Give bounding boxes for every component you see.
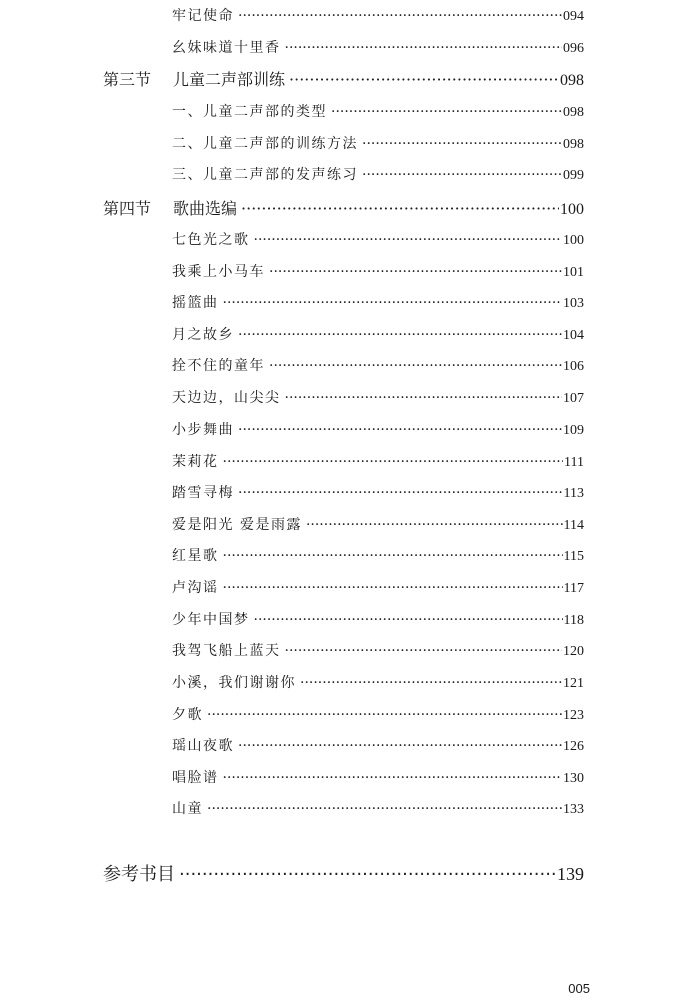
toc-entry[interactable] bbox=[172, 37, 584, 57]
dot-leader bbox=[207, 801, 562, 817]
toc-entry[interactable] bbox=[172, 798, 584, 818]
toc-entry-page: 107 bbox=[563, 391, 584, 406]
toc-entry-title: 茉莉花 bbox=[172, 454, 219, 470]
toc-section-3[interactable] bbox=[103, 67, 584, 90]
toc-entry[interactable] bbox=[172, 5, 584, 25]
dot-leader bbox=[223, 580, 563, 596]
toc-entry-page: 104 bbox=[563, 328, 584, 343]
toc-entry-page: 096 bbox=[563, 41, 584, 56]
section-title: 歌曲选编 bbox=[173, 199, 238, 218]
toc-entry-title: 七色光之歌 bbox=[172, 232, 250, 248]
toc-entry-page: 103 bbox=[563, 296, 584, 311]
toc-entry-title: 牢记使命 bbox=[172, 8, 234, 24]
toc-entry[interactable] bbox=[172, 387, 584, 407]
dot-leader bbox=[362, 167, 562, 183]
toc-entry-page: 120 bbox=[563, 644, 584, 659]
toc-entry[interactable] bbox=[172, 704, 584, 724]
toc-bibliography[interactable] bbox=[103, 860, 584, 886]
toc-entry-page: 121 bbox=[563, 676, 584, 691]
dot-leader bbox=[223, 454, 564, 470]
dot-leader bbox=[179, 864, 556, 885]
page-number: 005 bbox=[568, 981, 590, 996]
toc-entry[interactable] bbox=[172, 229, 584, 249]
section-page: 098 bbox=[560, 72, 584, 89]
dot-leader bbox=[223, 770, 563, 786]
toc-entry-page: 114 bbox=[563, 518, 584, 533]
toc-entry[interactable] bbox=[172, 101, 584, 121]
toc-entry-title: 小步舞曲 bbox=[172, 422, 234, 438]
toc-entry-page: 106 bbox=[563, 359, 584, 374]
toc-entry[interactable] bbox=[172, 640, 584, 660]
toc-entry[interactable] bbox=[172, 767, 584, 787]
toc-entry[interactable] bbox=[172, 672, 584, 692]
toc-entry-page: 118 bbox=[563, 613, 584, 628]
section-prefix: 第四节 bbox=[103, 199, 152, 218]
toc-entry-title: 瑶山夜歌 bbox=[172, 738, 234, 754]
toc-entry-page: 109 bbox=[563, 423, 584, 438]
toc-section-4[interactable] bbox=[103, 196, 584, 219]
dot-leader bbox=[207, 707, 562, 723]
toc-entry-title: 一、儿童二声部的类型 bbox=[172, 104, 327, 120]
toc-entry[interactable] bbox=[172, 292, 584, 312]
toc-entry-page: 099 bbox=[563, 168, 584, 183]
toc-entry-title: 山童 bbox=[172, 801, 203, 817]
toc-entry-page: 130 bbox=[563, 771, 584, 786]
section-page: 100 bbox=[560, 201, 584, 218]
dot-leader bbox=[254, 232, 563, 248]
dot-leader bbox=[331, 104, 562, 120]
toc-entry-page: 098 bbox=[563, 105, 584, 120]
dot-leader bbox=[238, 8, 562, 24]
toc-entry-title: 红星歌 bbox=[172, 548, 219, 564]
toc-entry-title: 三、儿童二声部的发声练习 bbox=[172, 167, 358, 183]
dot-leader bbox=[362, 136, 562, 152]
bibliography-page: 139 bbox=[557, 864, 584, 884]
toc-entry-title: 踏雪寻梅 bbox=[172, 485, 234, 501]
section-title: 儿童二声部训练 bbox=[173, 70, 286, 89]
toc-entry[interactable] bbox=[172, 164, 584, 184]
toc-entry[interactable] bbox=[172, 324, 584, 344]
toc-entry-page: 133 bbox=[563, 802, 584, 817]
toc-entry[interactable] bbox=[172, 261, 584, 281]
toc-entry-page: 100 bbox=[563, 233, 584, 248]
toc-entry-title: 摇篮曲 bbox=[172, 295, 219, 311]
bibliography-title: 参考书目 bbox=[103, 864, 175, 885]
toc-entry[interactable] bbox=[172, 545, 584, 565]
dot-leader bbox=[238, 485, 563, 501]
toc-entry-title: 拴不住的童年 bbox=[172, 358, 265, 374]
toc-entry-title: 夕歌 bbox=[172, 707, 203, 723]
dot-leader bbox=[254, 612, 563, 628]
toc-entry-title: 爱是阳光 爱是雨露 bbox=[172, 517, 302, 533]
toc-entry-page: 123 bbox=[563, 708, 584, 723]
dot-leader bbox=[241, 199, 559, 218]
dot-leader bbox=[269, 264, 562, 280]
toc-entry[interactable] bbox=[172, 609, 584, 629]
dot-leader bbox=[238, 738, 562, 754]
toc-entry-page: 101 bbox=[563, 265, 584, 280]
dot-leader bbox=[238, 327, 562, 343]
toc-entry-title: 天边边，山尖尖 bbox=[172, 390, 281, 406]
toc-entry[interactable] bbox=[172, 355, 584, 375]
toc-entry-page: 126 bbox=[563, 739, 584, 754]
dot-leader bbox=[238, 422, 562, 438]
toc-entry-page: 113 bbox=[563, 486, 584, 501]
dot-leader bbox=[289, 70, 559, 89]
toc-entry-title: 卢沟谣 bbox=[172, 580, 219, 596]
toc-entry-title: 我乘上小马车 bbox=[172, 264, 265, 280]
dot-leader bbox=[285, 390, 563, 406]
dot-leader bbox=[223, 548, 563, 564]
toc-entry[interactable] bbox=[172, 482, 584, 502]
dot-leader bbox=[285, 643, 563, 659]
dot-leader bbox=[306, 517, 563, 533]
toc-entry-page: 094 bbox=[563, 9, 584, 24]
toc-entry[interactable] bbox=[172, 419, 584, 439]
toc-entry-page: 115 bbox=[563, 549, 584, 564]
toc-entry[interactable] bbox=[172, 451, 584, 471]
toc-entry-title: 月之故乡 bbox=[172, 327, 234, 343]
toc-entry-title: 唱脸谱 bbox=[172, 770, 219, 786]
toc-entry-title: 幺妹味道十里香 bbox=[172, 40, 281, 56]
toc-entry[interactable] bbox=[172, 577, 584, 597]
toc-entry-page: 098 bbox=[563, 137, 584, 152]
toc-entry-title: 小溪，我们谢谢你 bbox=[172, 675, 296, 691]
toc-entry-page: 111 bbox=[564, 455, 584, 470]
dot-leader bbox=[300, 675, 562, 691]
dot-leader bbox=[223, 295, 563, 311]
toc-entry[interactable] bbox=[172, 514, 584, 534]
toc-entry[interactable] bbox=[172, 735, 584, 755]
section-prefix: 第三节 bbox=[103, 70, 152, 89]
toc-entry-page: 117 bbox=[563, 581, 584, 596]
toc-entry-title: 二、儿童二声部的训练方法 bbox=[172, 136, 358, 152]
dot-leader bbox=[285, 40, 563, 56]
toc-entry[interactable] bbox=[172, 133, 584, 153]
dot-leader bbox=[269, 358, 562, 374]
toc-entry-title: 少年中国梦 bbox=[172, 612, 250, 628]
toc-entry-title: 我驾飞船上蓝天 bbox=[172, 643, 281, 659]
